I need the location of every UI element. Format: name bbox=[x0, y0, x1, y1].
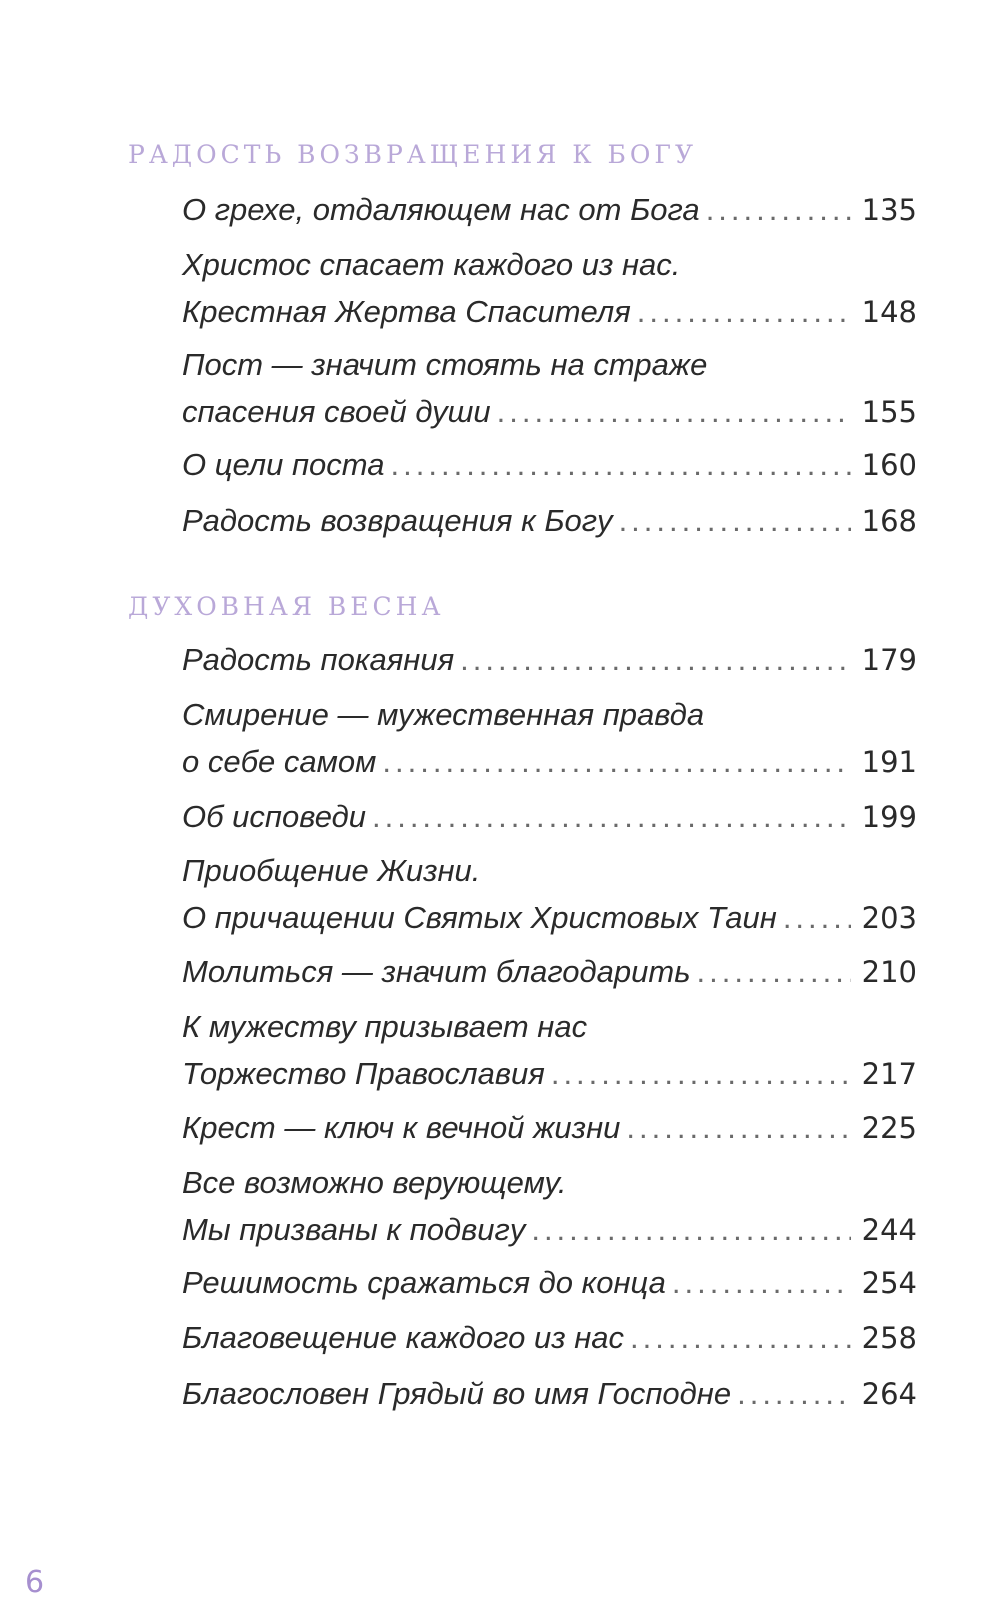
toc-entry bbox=[182, 341, 917, 436]
page-ref: 203 bbox=[861, 901, 917, 935]
page-ref: 148 bbox=[861, 295, 917, 329]
dot-leader bbox=[382, 738, 851, 785]
dot-leader bbox=[697, 948, 851, 995]
page-ref: 254 bbox=[861, 1266, 917, 1300]
entry-title: Радость покаяния bbox=[182, 642, 455, 677]
dot-leader bbox=[706, 186, 851, 233]
entry-title: Благовещение каждого из нас bbox=[182, 1320, 625, 1355]
entry-title: Радость возвращения к Богу bbox=[182, 503, 613, 538]
toc-entry bbox=[182, 241, 917, 336]
entry-title: Благословен Грядый во имя Господне bbox=[182, 1376, 732, 1411]
dot-leader bbox=[637, 288, 851, 335]
entry-title: спасения своей души bbox=[182, 394, 491, 429]
page-ref: 258 bbox=[861, 1321, 917, 1355]
page-ref: 191 bbox=[861, 745, 917, 779]
page-ref: 168 bbox=[861, 504, 917, 538]
toc-entry bbox=[182, 1159, 917, 1254]
entry-title: Торжество Православия bbox=[182, 1056, 545, 1091]
entry-title: О грехе, отдаляющем нас от Бога bbox=[182, 192, 700, 227]
dot-leader bbox=[551, 1050, 851, 1097]
toc-entry bbox=[182, 793, 917, 841]
toc-entry bbox=[182, 186, 917, 234]
page-number: 6 bbox=[25, 1565, 45, 1600]
dot-leader bbox=[672, 1259, 851, 1306]
toc-entry bbox=[182, 1370, 917, 1418]
entry-title: Молиться — значит благодарить bbox=[182, 954, 691, 989]
page-ref: 264 bbox=[861, 1377, 917, 1411]
toc-entry bbox=[182, 847, 917, 942]
toc-entry bbox=[182, 1003, 917, 1098]
dot-leader bbox=[737, 1370, 851, 1417]
dot-leader bbox=[783, 894, 851, 941]
entry-title-line: Смирение — мужественная правда bbox=[182, 697, 705, 732]
entry-title: О причащении Святых Христовых Таин bbox=[182, 900, 777, 935]
toc-entry bbox=[182, 1259, 917, 1307]
section-heading: ДУХОВНАЯ ВЕСНА bbox=[128, 592, 445, 621]
section-heading: РАДОСТЬ ВОЗВРАЩЕНИЯ К БОГУ bbox=[128, 140, 698, 169]
entry-title: Крест — ключ к вечной жизни bbox=[182, 1110, 621, 1145]
entry-title-line: К мужеству призывает нас bbox=[182, 1009, 588, 1044]
dot-leader bbox=[531, 1206, 851, 1253]
page-ref: 179 bbox=[861, 643, 917, 677]
dot-leader bbox=[460, 636, 851, 683]
toc-entry bbox=[182, 1104, 917, 1152]
entry-title-line: Христос спасает каждого из нас. bbox=[182, 247, 681, 282]
toc-entry bbox=[182, 497, 917, 545]
entry-title: Мы призваны к подвигу bbox=[182, 1212, 526, 1247]
entry-title: О цели поста bbox=[182, 447, 385, 482]
page-ref: 199 bbox=[861, 800, 917, 834]
dot-leader bbox=[619, 497, 851, 544]
toc-entry bbox=[182, 1314, 917, 1362]
dot-leader bbox=[497, 388, 851, 435]
toc-entry bbox=[182, 691, 917, 786]
dot-leader bbox=[372, 793, 851, 840]
dot-leader bbox=[630, 1314, 851, 1361]
entry-title-line: Пост — значит стоять на страже bbox=[182, 347, 708, 382]
entry-title: Об исповеди bbox=[182, 799, 366, 834]
page-ref: 210 bbox=[861, 955, 917, 989]
entry-title-line: Приобщение Жизни. bbox=[182, 853, 481, 888]
entry-title-line: Все возможно верующему. bbox=[182, 1165, 567, 1200]
entry-title: Решимость сражаться до конца bbox=[182, 1265, 666, 1300]
entry-title: Крестная Жертва Спасителя bbox=[182, 294, 631, 329]
toc-entry bbox=[182, 441, 917, 489]
entry-title: о себе самом bbox=[182, 744, 377, 779]
dot-leader bbox=[391, 441, 851, 488]
page-ref: 160 bbox=[861, 448, 917, 482]
toc-entry bbox=[182, 948, 917, 996]
page-ref: 217 bbox=[861, 1057, 917, 1091]
dot-leader bbox=[626, 1104, 851, 1151]
toc-entry bbox=[182, 636, 917, 684]
page-ref: 244 bbox=[861, 1213, 917, 1247]
page-ref: 155 bbox=[861, 395, 917, 429]
page-ref: 135 bbox=[861, 193, 917, 227]
page-ref: 225 bbox=[861, 1111, 917, 1145]
